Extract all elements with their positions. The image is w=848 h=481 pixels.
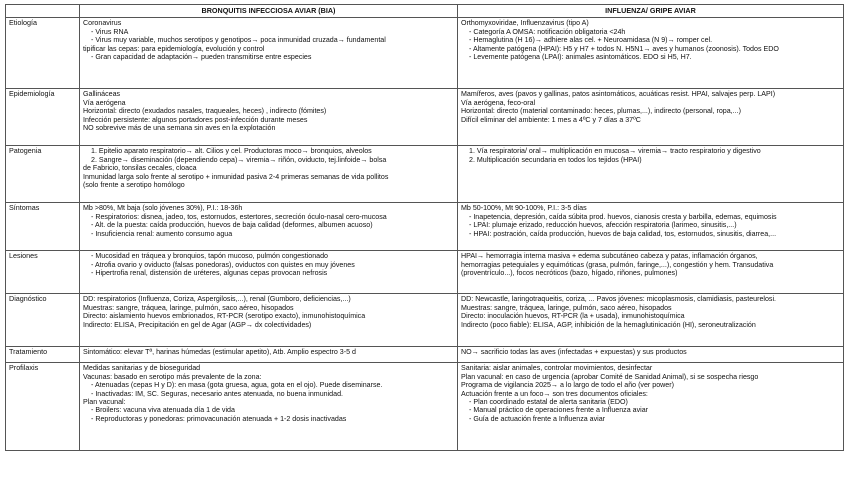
cell-bia — [80, 251, 458, 294]
cell-bia — [80, 363, 458, 451]
cell-line: - Mucosidad en tráquea y bronquios, tapón mucoso, pulmón congestionado — [91, 252, 329, 261]
cell-line: - Levemente patógena (LPAI): animales asintomáticos. EDO si H5, H7. — [469, 52, 692, 61]
cell-line: Difícil eliminar del ambiente: 1 mes a 4ºC y 7 días a 37ºC — [461, 115, 641, 124]
cell-bia — [80, 146, 458, 203]
row-label: Tratamiento — [6, 347, 80, 363]
cell-line: Muestras: sangre, tráquea, laringe, pulmón, saco aéreo, hisopados — [83, 303, 294, 312]
table-row — [6, 146, 844, 203]
cell-line: hemorragias petequiales y equimóticas (grasa, pulmón, faringe,...), congestión y hem. Transudativa — [461, 260, 774, 269]
table-row — [6, 89, 844, 146]
row-label: Profilaxis — [6, 363, 80, 451]
cell-line: DD: respiratorios (Influenza, Coriza, Aspergilosis,...), renal (Gumboro, deficiencias,...) — [83, 295, 351, 304]
cell-line: - Guía de actuación frente a Influenza aviar — [469, 414, 606, 423]
cell-line: Horizontal: directo (exudados nasales, traqueales, heces) , indirecto (fómites) — [83, 107, 327, 116]
cell-flu — [458, 146, 844, 203]
cell-line: NO sobrevive más de una semana sin aves en la explotación — [83, 123, 276, 132]
row-label: Síntomas — [6, 203, 80, 251]
cell-flu — [458, 203, 844, 251]
cell-line: - LPAI: plumaje erizado, reducción huevos, afección respiratoria (larimeo, sinusitis,...) — [469, 221, 737, 230]
cell-line: 1. Vía respiratoria/ oral→ multiplicación en mucosa→ viremia→ tracto respiratorio y digestivo — [469, 147, 761, 156]
cell-line: Plan vacunal: — [83, 397, 126, 406]
cell-line: - Broilers: vacuna viva atenuada día 1 de vida — [91, 406, 235, 415]
table-row — [6, 363, 844, 451]
cell-bia — [80, 89, 458, 146]
header-blank — [6, 5, 80, 18]
cell-line: Infección persistente: algunos portadores post-infección durante meses — [83, 115, 308, 124]
table-row — [6, 251, 844, 294]
table-row — [6, 203, 844, 251]
cell-line: - Hipertrofia renal, distensión de uréteres, algunas cepas provocan nefrosis — [91, 269, 328, 278]
cell-flu — [458, 294, 844, 347]
cell-line: HPAI→ hemorragia interna masiva + edema subcutáneo cabeza y patas, inflamación órganos, — [461, 252, 758, 261]
cell-flu — [458, 251, 844, 294]
cell-line: Sanitaria: aislar animales, controlar movimientos, desinfectar — [461, 364, 653, 373]
cell-line: Directo: aislamiento huevos embrionados, RT-PCR (serotipo exacto), inmunohistoquímica — [83, 312, 366, 321]
cell-line: - Respiratorios: disnea, jadeo, tos, estornudos, estertores, secreción óculo-nasal cero-mucosa — [91, 212, 387, 221]
cell-line: - Hemaglutina (H 16)→ adhiere alas cel. + Neuroamidasa (N 9)→ romper cel. — [469, 36, 713, 45]
cell-line: Orthomyxoviridae, Influenzavirus (tipo A) — [461, 19, 589, 28]
cell-line: Vía aerógena, feco-oral — [461, 98, 536, 107]
cell-line: 1. Epitelio aparato respiratorio→ alt. Cilios y cel. Productoras moco→ bronquios, alveolos — [91, 147, 372, 156]
row-label: Patogenia — [6, 146, 80, 203]
cell-line: 2. Multiplicación secundaria en todos los tejidos (HPAI) — [469, 155, 642, 164]
cell-bia — [80, 203, 458, 251]
cell-line: - Gran capacidad de adaptación→ pueden transmitirse entre especies — [91, 52, 312, 61]
cell-bia — [80, 347, 458, 363]
cell-line: - Virus RNA — [91, 27, 129, 36]
cell-line: - Inapetencia, depresión, caída súbita prod. huevos, cianosis cresta y barbilla, edemas, equimosis — [469, 212, 777, 221]
cell-line: - Plan coordinado estatal de alerta sanitaria (EDO) — [469, 397, 628, 406]
cell-line: (solo frente a serotipo homólogo — [83, 180, 185, 189]
cell-bia — [80, 18, 458, 89]
cell-line: Plan vacunal: en caso de urgencia (aprobar Comité de Sanidad Animal), si se sospecha riesgo — [461, 372, 759, 381]
cell-line: DD: Newcastle, laringotraqueitis, coriza, ... Pavos jóvenes: micoplasmosis, clamidiasis, pasteurelosi. — [461, 295, 777, 304]
cell-line: - Alt. de la puesta: caída producción, huevos de baja calidad (deformes, albumen acuoso) — [91, 221, 373, 230]
cell-line: Vacunas: basado en serotipo más prevalente de la zona: — [83, 372, 262, 381]
cell-line: Coronavirus — [83, 19, 122, 28]
row-label: Lesiones — [6, 251, 80, 294]
cell-flu — [458, 89, 844, 146]
row-label: Etiología — [6, 18, 80, 89]
cell-line: tipificar las cepas: para epidemiología, evolución y control — [83, 44, 265, 53]
cell-line: NO→ sacrificio todas las aves (infectadas + expuestas) y sus productos — [461, 348, 687, 357]
cell-line: - Atenuadas (cepas H y D): en masa (gota gruesa, agua, gota en el ojo). Puede diseminarse. — [91, 381, 383, 390]
cell-line: Directo: inoculación huevos, RT-PCR (la + usada), inmunohistoquímica — [461, 312, 685, 321]
cell-flu — [458, 347, 844, 363]
cell-line: - Reproductoras y ponedoras: primovacunación atenuada + 1-2 dosis inactivadas — [91, 414, 347, 423]
cell-line: Muestras: sangre, tráquea, laringe, pulmón, saco aéreo, hisopados — [461, 303, 672, 312]
cell-line: - Altamente patógena (HPAI): H5 y H7 + todos N. H5N1→ aves y humanos (zoonosis). Todos EDO — [469, 44, 779, 53]
header-row — [6, 5, 844, 18]
cell-line: - Atrofia ovario y oviducto (falsas ponedoras), oviductos con quistes en muy jóvenes — [91, 260, 355, 269]
cell-line: Vía aerógena — [83, 98, 126, 107]
comparison-table — [5, 4, 844, 451]
cell-bia — [80, 294, 458, 347]
cell-line: de Fabricio, tonsilas cecales, cloaca — [83, 164, 197, 173]
cell-line: - Insuficiencia renal: aumento consumo agua — [91, 229, 233, 238]
header-bia: BRONQUITIS INFECCIOSA AVIAR (BIA) — [80, 5, 458, 18]
cell-line: Sintomático: elevar Tª, harinas húmedas (estimular apetito), Atb. Amplio espectro 3-5 d — [83, 348, 356, 357]
row-label: Epidemiología — [6, 89, 80, 146]
cell-line: - Inactivadas: IM, SC. Seguras, necesario antes atenuada, no buena inmunidad. — [91, 389, 343, 398]
cell-line: Indirecto (poco fiable): ELISA, AGP, inhibición de la hemaglutinicación (HI), seroneutralización — [461, 320, 756, 329]
cell-line: - HPAI: postración, caída producción, huevos de baja calidad, tos, estornudos, sinusitis, diarrea,... — [469, 229, 777, 238]
cell-line: Medidas sanitarias y de bioseguridad — [83, 364, 201, 373]
cell-line: - Manual práctico de operaciones frente a Influenza aviar — [469, 406, 649, 415]
table-row — [6, 347, 844, 363]
table-row — [6, 294, 844, 347]
cell-flu — [458, 18, 844, 89]
cell-line: Programa de vigilancia 2025→ a lo largo de todo el año (ver power) — [461, 381, 674, 390]
cell-line: Indirecto: ELISA, Precipitación en gel de Agar (AGP→ dx colectividades) — [83, 320, 312, 329]
cell-line: (proventrículo...), focos necróticos (bazo, hígado, riñones, pulmones) — [461, 269, 678, 278]
table-row — [6, 18, 844, 89]
cell-line: Mb >80%, Mt baja (solo jóvenes 30%), P.I.: 18-36h — [83, 204, 243, 213]
cell-line: Gallináceas — [83, 90, 121, 99]
cell-line: Mb 50-100%, Mt 90-100%, P.I.: 3-5 días — [461, 204, 587, 213]
cell-flu — [458, 363, 844, 451]
row-label: Diagnóstico — [6, 294, 80, 347]
header-influenza: INFLUENZA/ GRIPE AVIAR — [458, 5, 844, 18]
cell-line: 2. Sangre→ diseminación (dependiendo cepa)→ viremia→ riñón, oviducto, tej.linfoide→ bolsa — [91, 155, 387, 164]
cell-line: Mamíferos, aves (pavos y gallinas, patos asintomáticos, acuáticas resist. HPAI, salvajes perp. LAPI) — [461, 90, 776, 99]
cell-line: - Categoría A OMSA: notificación obligatoria <24h — [469, 27, 626, 36]
cell-line: Horizontal: directo (material contaminado: heces, plumas,...), indirecto (personal, ropa,...) — [461, 107, 741, 116]
cell-line: Inmunidad larga solo frente al serotipo + inmunidad pasiva 2-4 primeras semanas de vida pollitos — [83, 172, 389, 181]
cell-line: - Virus muy variable, muchos serotipos y genotipos→ poca inmunidad cruzada→ fundamental — [91, 36, 386, 45]
cell-line: Actuación frente a un foco→ son tres documentos oficiales: — [461, 389, 648, 398]
